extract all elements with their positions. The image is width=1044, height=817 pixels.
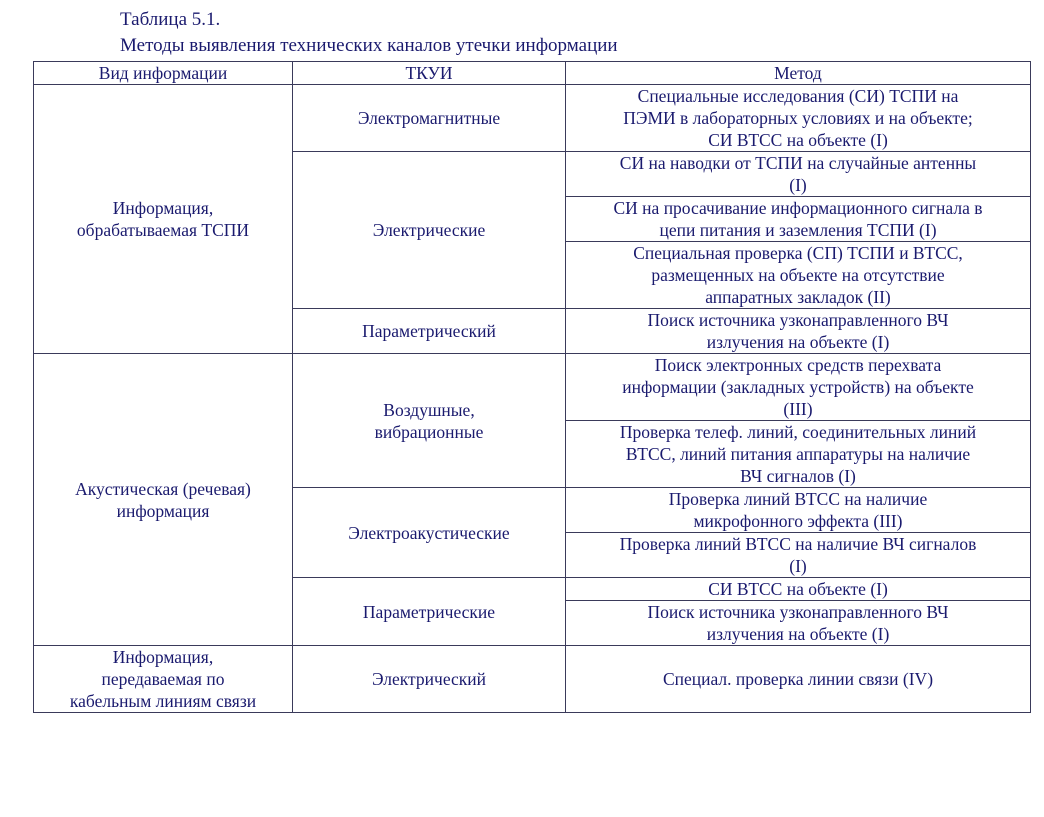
cell-line: Электроакустические: [348, 522, 510, 543]
cell-line: ВЧ сигналов (I): [740, 466, 856, 486]
cell-line: размещенных на объекте на отсутствие: [651, 265, 945, 285]
channel-cell: [293, 354, 566, 488]
cell-line: Акустическая (речевая): [75, 478, 251, 499]
cell-line: Электрический: [371, 669, 487, 689]
cell-line: Параметрические: [362, 601, 496, 622]
cell-line: вибрационные: [374, 421, 484, 442]
channel-cell: [293, 152, 566, 309]
cell-line: Специальные исследования (СИ) ТСПИ на: [637, 86, 959, 106]
header-row: [34, 62, 1031, 85]
cell-line: микрофонного эффекта (III): [693, 511, 903, 531]
cell-line: Проверка телеф. линий, соединительных линий: [619, 422, 977, 442]
info-type-cell: [34, 646, 293, 713]
method-cell: [566, 354, 1031, 421]
header-method: Метод: [566, 62, 1031, 85]
method-cell: [566, 197, 1031, 242]
info-type-cell: [34, 354, 293, 646]
channel-cell: [293, 578, 566, 646]
cell-line: СИ на просачивание информационного сигнала в: [613, 198, 983, 218]
cell-line: обрабатываемая ТСПИ: [76, 220, 250, 240]
channel-cell: [293, 309, 566, 354]
cell-line: Параметрический: [362, 321, 496, 341]
cell-line: СИ ВТСС на объекте (I): [708, 579, 888, 599]
method-cell: [566, 152, 1031, 197]
cell-line: Поиск источника узконаправленного ВЧ: [647, 602, 949, 622]
cell-line: Проверка линий ВТСС на наличие: [668, 489, 928, 509]
header-info-type: Вид информации: [34, 62, 293, 85]
method-cell: [566, 533, 1031, 578]
cell-line: Информация,: [112, 198, 214, 218]
cell-line: излучения на объекте (I): [706, 332, 890, 352]
cell-line: Специал. проверка линии связи (IV): [662, 669, 934, 689]
header-channel: ТКУИ: [293, 62, 566, 85]
cell-line: Воздушные,: [383, 399, 475, 420]
method-cell: [566, 488, 1031, 533]
cell-line: ПЭМИ в лабораторных условиях и на объекте;: [623, 108, 973, 128]
channel-cell: [293, 85, 566, 152]
info-type-cell: [34, 85, 293, 354]
table-number: Таблица 5.1.: [120, 9, 221, 30]
cell-line: Специальная проверка (СП) ТСПИ и ВТСС,: [633, 243, 963, 263]
method-cell: [566, 85, 1031, 152]
cell-line: цепи питания и заземления ТСПИ (I): [659, 220, 937, 240]
leak-channels-table: [33, 61, 1031, 713]
cell-line: Информация,: [112, 647, 214, 667]
cell-line: Поиск источника узконаправленного ВЧ: [647, 310, 949, 330]
cell-line: информация: [116, 500, 210, 521]
channel-cell: [293, 488, 566, 578]
method-cell: [566, 646, 1031, 713]
cell-line: передаваемая по: [101, 669, 225, 689]
table-row: [34, 354, 1031, 421]
cell-line: информации (закладных устройств) на объекте: [622, 377, 974, 397]
cell-line: ВТСС, линий питания аппаратуры на наличие: [625, 444, 971, 464]
cell-line: аппаратных закладок (II): [705, 287, 891, 307]
table-title: Методы выявления технических каналов утечки информации: [120, 35, 618, 56]
method-cell: [566, 242, 1031, 309]
channel-cell: [293, 646, 566, 713]
cell-line: излучения на объекте (I): [706, 624, 890, 644]
cell-line: (III): [783, 399, 813, 419]
cell-line: Поиск электронных средств перехвата: [654, 355, 942, 375]
cell-line: Проверка линий ВТСС на наличие ВЧ сигналов: [619, 534, 977, 554]
cell-line: (I): [789, 556, 807, 576]
method-cell: [566, 578, 1031, 601]
table-row: [34, 646, 1031, 713]
cell-line: СИ ВТСС на объекте (I): [708, 130, 888, 150]
method-cell: [566, 421, 1031, 488]
cell-line: Электрические: [372, 220, 486, 240]
cell-line: Электромагнитные: [357, 108, 501, 128]
cell-line: СИ на наводки от ТСПИ на случайные антенны: [619, 153, 977, 173]
method-cell: [566, 601, 1031, 646]
table-row: [34, 85, 1031, 152]
method-cell: [566, 309, 1031, 354]
cell-line: (I): [789, 175, 807, 195]
cell-line: кабельным линиям связи: [69, 691, 257, 711]
